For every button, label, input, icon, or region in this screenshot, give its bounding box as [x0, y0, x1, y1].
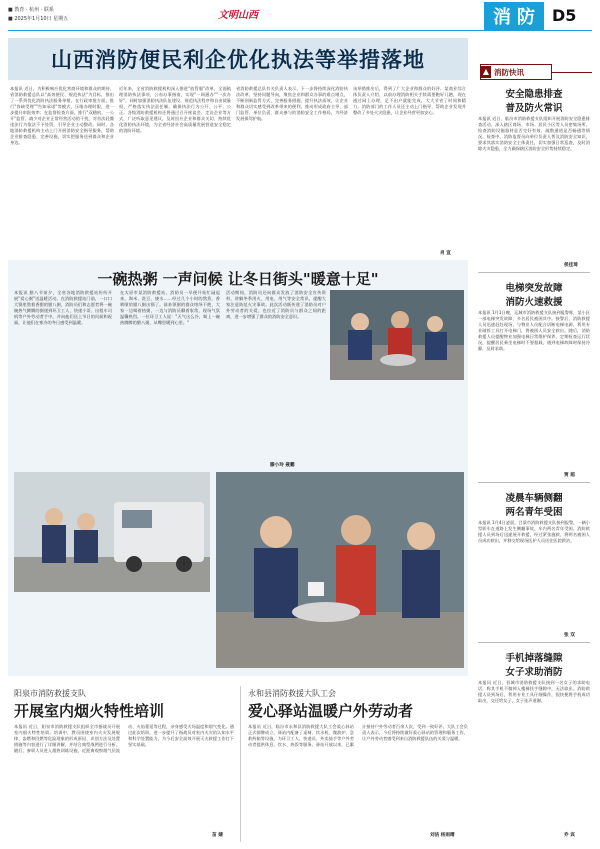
- bottom-left-kicker: 阳泉市消防救援支队: [14, 689, 86, 698]
- bottom-right-headline: 爱心驿站温暖户外劳动者: [248, 702, 414, 720]
- feature-col-2: 在太原市某消防救援站，消防员一早便开始忙碌起来，淘米、洗豆、烧水……经过几个小时的熬煮，香喷喷的腊八粥出锅了。前来领粥的群众络绎不绝，大家一边喝着热粥，一边与消防员聊着家常，现场气氛温馨热烈。一位环卫工人说："天气这么冷，喝上一碗热腾腾的腊八粥，从嘴里暖到心里。": [120, 290, 220, 325]
- photo-handing-out-porridge: [216, 472, 464, 668]
- sidebar-item-3-title-line1: 凌晨车辆侧翻: [505, 493, 563, 504]
- section-char-1: 消: [493, 7, 511, 28]
- lead-col-4: 该举措推出后，得到了广大企业和群众的好评。某商业综合体负责人介绍，以前办理消防相关手续需要跑好几趟，现在通过网上办理，足不出户就能完成，大大节省了时间和精力。消防部门的工作人员还主动上门指导，帮助企业发现并整改了多处火灾隐患，让企业经营更加安心。: [353, 86, 466, 115]
- feature-col-3: 活动期间，消防员还向群众发放了消防安全宣传资料，讲解冬季用火、用电、用气等安全常识，提醒大家注意防范火灾事故。此次活动既传递了消防员对户外劳动者的关爱，也拉近了消防员与群众之间的距离，进一步增强了群众的消防安全意识。: [226, 290, 326, 319]
- bottom-right-author: 刘洁 杨雨晴: [430, 833, 455, 838]
- sidebar-item-1-title-line2: 普及防火常识: [505, 103, 563, 114]
- photo-firefighters-with-van: [14, 472, 210, 592]
- sidebar-item-1-author: 侯佳琦: [564, 263, 578, 268]
- sidebar-divider: [478, 482, 590, 483]
- sidebar-item-4-author: 乔 宾: [564, 833, 575, 838]
- feature-headline: 一碗热粥 一声问候 让冬日街头"暖意十足": [97, 270, 379, 288]
- sidebar-badge-label: 消防快讯: [494, 67, 524, 77]
- masthead-meta-line2: ■ 2025年1月10日 星期五: [8, 16, 69, 22]
- section-char-2: 防: [517, 7, 535, 28]
- lead-col-1: 本报讯 近日，为积极响应优化营商环境和群众的期待，省消防救援总队以"高效便民、规范执法"为目标，推出了一系列优化消防执法服务举措。在行政审批方面，推行"容缺受理""告知承诺"等模式，压缩办理时限，进一步提升审批效率；在监督检查方面，推行"双随机、一公开"监管，减少对企业正常经营活动的干扰，对首次轻微违法行为依法不予处罚，引导企业主动整改。同时，各地消防救援机构主动上门开展消防安全指导服务，帮助企业排查隐患、完善设施，切实把服务送到群众和企业身边。: [10, 86, 114, 145]
- sidebar-badge: [480, 64, 552, 80]
- header-rule: [8, 30, 592, 31]
- sidebar-item-1-body: 本报讯 近日，临汾市消防救援支队组织开展消防安全隐患排查活动，深入辖区商场、市场、居民小区等人员密集场所，检查消防设施器材是否完好有效、疏散通道是否畅通等情况。检查中，消防监督员向单位负责人普及消防安全知识，要求其落实消防安全主体责任，切实加强日常巡查，及时消除火灾隐患，全力确保辖区消防安全形势持续稳定。: [478, 116, 590, 151]
- bottom-right-body: 本报讯 近日，临汾市永和县消防救援大队工会爱心驿站正式揭牌成立。驿站内配备了桌椅、饮水机、微波炉、急救药箱等设施，为环卫工人、快递员、外卖骑手等户外劳动者提供休息、饮水、热饭等服务。驿站开放以来，已累计接待户外劳动者百余人次，受到一致好评。大队工会负责人表示，今后将持续做好爱心驿站的管理和服务工作，让户外劳动者感受到来自消防救援队伍的关爱与温暖。: [248, 724, 468, 747]
- photo-handing-out-porridge-graphic: [216, 472, 464, 668]
- lead-col-3: 省消防救援总队有关负责人表示，下一步将持续深化消防执法改革，坚持问题导向，聚焦企业和群众办事的难点堵点，不断创新监管方式，完善服务措施，提升执法质效，让企业和群众切实感受到改革带来的便利，推动形成政府主导、部门监管、单位负责、群众参与的消防安全工作格局，为经济发展保驾护航。: [236, 86, 348, 121]
- sidebar-rule: [552, 72, 592, 73]
- sidebar: [474, 60, 594, 845]
- photo-volunteers-serving-porridge: [330, 290, 464, 380]
- sidebar-item-2-body: 本报讯 1月1日晚，运城市消防救援支队接到报警称，某小区一部电梯突发故障，多名居民被困其中。接警后，消防救援人员迅速赶赴现场，与物业人员配合切断电梯电源，利用专业破拆工具打开电梯门，将被困人员安全救出。随后，消防救援人员提醒物业加强电梯日常维护保养，定期检查运行状况，提醒居民乘坐电梯时不要超载，遇到电梯故障时保持冷静，及时求助。: [478, 310, 590, 351]
- sidebar-item-4-title-line1: 手机掉落缝隙: [505, 653, 563, 664]
- sidebar-item-3-author: 张 双: [564, 633, 575, 638]
- sidebar-item-1-title-line1: 安全隐患排查: [505, 89, 563, 100]
- bottom-divider: [240, 686, 241, 842]
- sidebar-item-2-title-line1: 电梯突发故障: [505, 283, 563, 294]
- lead-headline: 山西消防便民利企优化执法等举措落地: [51, 48, 425, 72]
- bottom-left-headline: 开展室内烟火特性培训: [14, 702, 165, 720]
- sidebar-item-4-title-line2: 女子求助消防: [505, 667, 563, 678]
- section-title: [484, 2, 544, 30]
- page-number: D5: [552, 6, 577, 25]
- lead-author: 肖 宣: [440, 251, 451, 256]
- sidebar-divider: [478, 272, 590, 273]
- lead-col-2: 近年来，全省消防救援机构深入推进"放管服"改革，全面梳理消防执法事项，公布办事指南，实现"一网通办""一次办好"。同时加强消防执法队伍建设，规范执法程序和自由裁量权，严格落实执法责任制，确保执法行为公开、公平、公正。各级消防救援机构还将通过召开座谈会、走访企业等方式，广泛听取意见建议，及时回应企业和群众关切，持续优化消防执法环境，为全省经济社会高质量发展营造安全稳定的消防环境。: [119, 86, 231, 133]
- masthead-meta-line1: ■ 教育 · 杭州 · 联系: [8, 7, 54, 13]
- fire-icon: ▲: [482, 67, 490, 76]
- sidebar-divider: [478, 642, 590, 643]
- sidebar-item-2-title-line2: 消防火速救援: [505, 297, 563, 308]
- bottom-left-author: 苗 婧: [212, 833, 223, 838]
- feature-col-1: 本报讯 腊八节前夕，全省各地消防救援站纷纷开展"爱心粥"送温暖活动。在消防救援站门前，一口口大锅里熬着香甜的腊八粥，消防员们和志愿者将一碗碗热气腾腾的粥递到环卫工人、快递小哥、出租车司机等户外劳动者手中，并向他们送上节日的问候和祝福，让他们在寒冷的冬日感受到温暖。: [14, 290, 112, 325]
- photo-firefighters-with-van-graphic: [14, 472, 210, 592]
- bottom-left-body: 本报讯 近日，阳泉市消防救援支队组织全市指战员开展室内烟火特性培训。培训中，教员围绕室内火灾发展规律、轰燃和回燃等危险现象的形成原因、识别方法及处置措施等内容进行了详细讲解，并结合典型战例进行分析。随后，参训人员进入烟热训练设施，近距离观察烟气层流动、火焰蔓延等过程，亲身感受火场温度和烟气变化。通过此次培训，进一步提升了指战员对室内火灾的认知水平和科学处置能力，为今后安全高效开展灭火救援工作打下坚实基础。: [14, 724, 234, 753]
- feature-author: 滕小玲 聂鹏: [270, 463, 295, 468]
- center-logo: 文明山西: [218, 10, 258, 21]
- bottom-right-kicker: 永和县消防救援大队工会: [248, 689, 336, 698]
- sidebar-item-3-body: 本报讯 1月4日凌晨，吕梁市消防救援支队接到报警，一辆小型轿车在道路上发生侧翻事故，车内两名青年受困。消防救援人员到场后迅速展开救援，经过紧张施救，将两名被困人员成功救出，并移交给现场医护人员送往医院救治。: [478, 520, 590, 543]
- sidebar-item-3-title-line2: 两名青年受困: [505, 507, 563, 518]
- photo-volunteers-serving-porridge-graphic: [330, 290, 464, 380]
- sidebar-item-4-body: 本报讯 近日，晋城市消防救援支队接到一名女子的求助电话，称其手机不慎掉入楼梯扶手缝隙中，无法取出。消防救援人员到场后，利用专业工具仔细操作，很快便将手机成功取出，交还给女子，女子连声道谢。: [478, 680, 590, 703]
- sidebar-item-2-author: 贾 超: [564, 473, 575, 478]
